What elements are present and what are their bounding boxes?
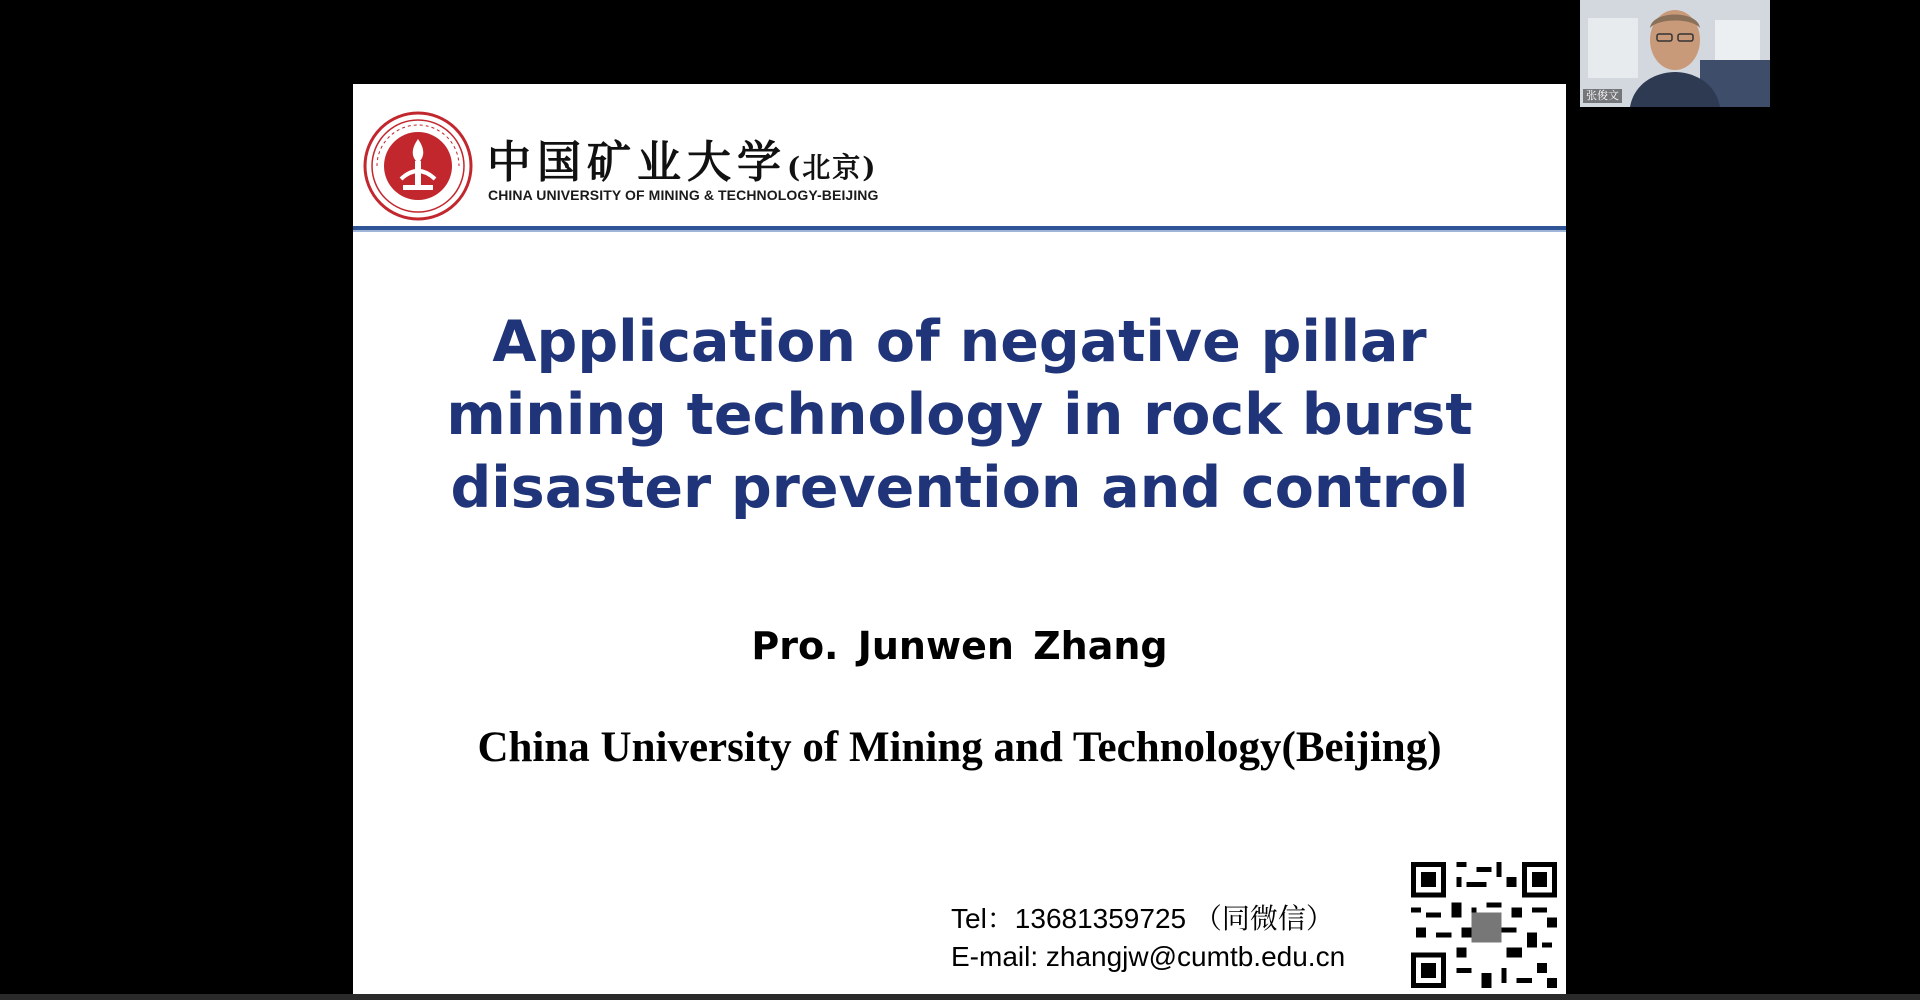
university-name-cn — [487, 126, 878, 190]
participant-name-label: 张俊文 — [1583, 89, 1622, 103]
university-name-cn-suffix: (北京) — [787, 151, 878, 184]
university-name-cn-main: 中国矿业大学 — [487, 137, 787, 188]
presentation-slide — [353, 84, 1566, 994]
slide-title: Application of negative pillar mining technology in rock burst disaster prevention and control — [446, 309, 1473, 521]
slide-header — [353, 84, 1566, 226]
contact-info — [951, 900, 1345, 976]
qr-code-icon — [1411, 862, 1557, 988]
bottom-toolbar-edge — [0, 994, 1920, 1000]
header-divider-shadow — [353, 230, 1566, 232]
contact-email: E-mail: zhangjw@cumtb.edu.cn — [951, 941, 1346, 972]
participant-video-tile[interactable] — [1580, 0, 1770, 107]
presenter-name: Pro. Junwen Zhang — [751, 624, 1168, 668]
university-name-en: CHINA UNIVERSITY OF MINING & TECHNOLOGY-BEIJING — [488, 187, 879, 203]
presenter-affiliation: China University of Mining and Technology(Beijing) — [477, 724, 1442, 771]
contact-phone: Tel：13681359725 （同微信） — [951, 903, 1334, 934]
university-seal-icon — [363, 111, 473, 221]
